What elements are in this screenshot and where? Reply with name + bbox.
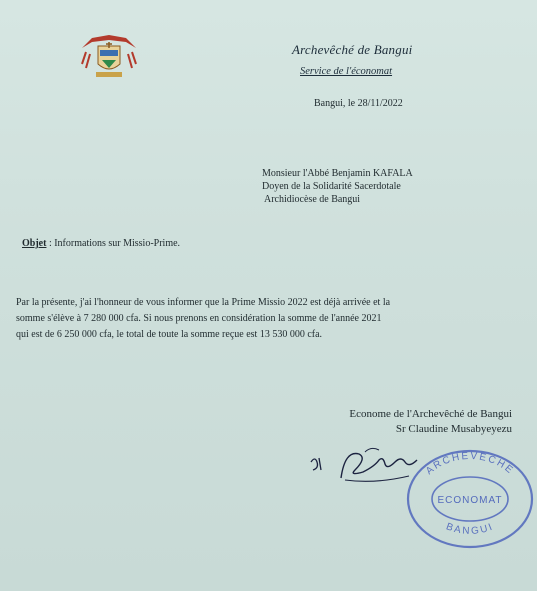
- recipient-line: Archidiocèse de Bangui: [264, 194, 361, 205]
- organization-name: Archevêché de Bangui: [292, 42, 413, 57]
- subject-text: : Informations sur Missio-Prime.: [46, 238, 181, 249]
- body-line: somme s'élève à 7 280 000 cfa. Si nous prenons en considération la somme de l'année 2021: [16, 313, 382, 324]
- subject-label: Objet: [22, 238, 47, 249]
- svg-text:BANGUI: [444, 521, 495, 537]
- signature-block: [290, 407, 512, 437]
- coat-of-arms-logo: [78, 34, 140, 80]
- stamp-top-text: ARCHEVECHE: [423, 450, 517, 478]
- recipient-line: Doyen de la Solidarité Sacerdotale: [262, 181, 401, 192]
- recipient-address: [262, 167, 413, 206]
- subject-line: [22, 238, 180, 249]
- signatory-name: Sr Claudine Musabyeyezu: [395, 423, 512, 435]
- body-line: qui est de 6 250 000 cfa, le total de toute la somme reçue est 13 530 000 cfa.: [16, 329, 323, 340]
- svg-text:ARCHEVECHE: [424, 451, 516, 477]
- economat-stamp: [402, 443, 537, 551]
- letter-body: [16, 295, 510, 343]
- letter-date: Bangui, le 28/11/2022: [314, 98, 403, 109]
- recipient-line: Monsieur l'Abbé Benjamin KAFALA: [262, 168, 413, 179]
- stamp-center-text: ECONOMAT: [437, 495, 503, 506]
- body-line: Par la présente, j'ai l'honneur de vous informer que la Prime Missio 2022 est déjà arrivée et la: [16, 297, 391, 308]
- signatory-title: Econome de l'Archevêché de Bangui: [349, 408, 512, 420]
- service-name: Service de l'économat: [300, 66, 393, 77]
- stamp-bottom-text: BANGUI: [444, 521, 496, 537]
